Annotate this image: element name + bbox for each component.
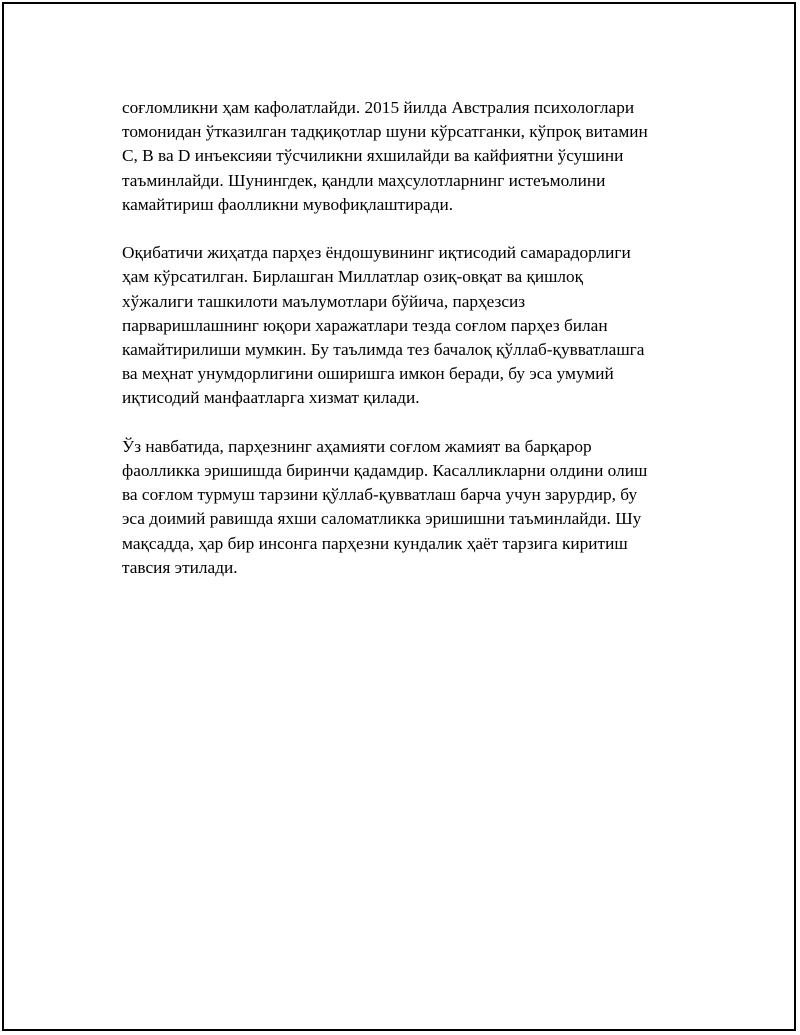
text-line: иқтисодий манфаатларга хизмат қилади. [122,388,420,408]
text-line: Оқибатичи жиҳатда парҳез ёндошувининг иқтисодий самарадорлиги [122,243,631,263]
text-line: ва соғлом турмуш тарзини қўллаб-қувватлаш барча учун зарурдир, бу [122,485,638,505]
text-line: Ўз навбатида, парҳезнинг аҳамияти соғлом жамият ва барқарор [122,436,592,456]
text-line: томонидан ўтказилган тадқиқотлар шуни кўрсатганки, кўпроқ витамин [122,122,648,142]
text-line: таъминлайди. Шунингдек, қандли маҳсулотларнинг истеъмолини [122,170,606,190]
text-line: C, B ва D инъексияи тўсчиликни яхшилайди ва кайфиятни ўсушини [122,146,624,166]
paragraph-2 [122,241,692,410]
text-line: камайтирилиши мумкин. Бу таълимда тез бачалоқ қўллаб-қувватлашга [122,340,645,360]
text-line: камайтириш фаолликни мувофиқлаштиради. [122,194,454,214]
text-line: эса доимий равишда яхши саломатликка эришишни таъминлайди. Шу [122,509,642,529]
text-line: соғломликни ҳам кафолатлайди. 2015 йилда Австралия психологлари [122,98,635,117]
text-line: мақсадда, ҳар бир инсонга парҳезни кундалик ҳаёт тарзига киритиш [122,533,628,553]
paragraph-1 [122,96,692,217]
text-line: тавсия этилади. [122,557,238,577]
text-line: ҳам кўрсатилган. Бирлашган Миллатлар озиқ-овқат ва қишлоқ [122,267,584,287]
text-line: ва меҳнат унумдорлигини оширишга имкон беради, бу эса умумий [122,364,614,384]
text-line: хўжалиги ташкилоти маълумотлари бўйича, парҳезсиз [122,291,526,311]
text-line: фаолликка эришишда биринчи қадамдир. Касалликларни олдини олиш [122,461,648,481]
document-body [122,96,692,604]
page-frame [2,2,796,1031]
paragraph-3 [122,435,692,580]
text-line: парваришлашнинг юқори харажатлари тезда соғлом парҳез билан [122,315,608,335]
